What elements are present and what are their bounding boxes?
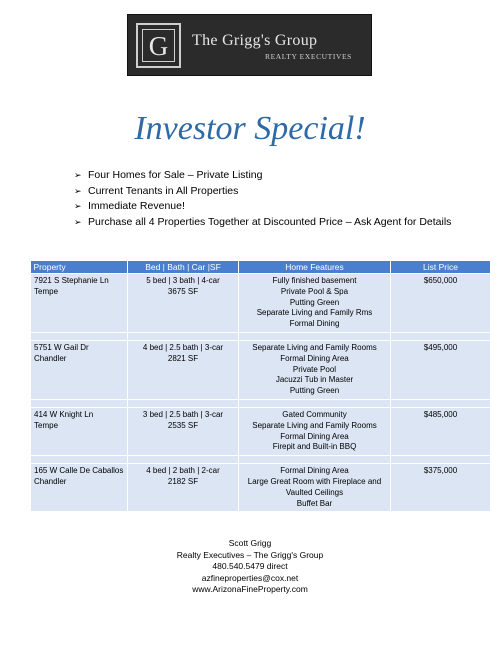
spacer-row bbox=[31, 399, 491, 407]
logo-company-name: The Grigg's Group bbox=[192, 32, 318, 49]
price-cell: $485,000 bbox=[391, 407, 491, 455]
property-city: Tempe bbox=[34, 420, 59, 430]
list-item-text: Purchase all 4 Properties Together at Discounted Price – Ask Agent for Details bbox=[88, 215, 452, 228]
property-sf: 3675 SF bbox=[167, 286, 199, 296]
column-header-property: Property bbox=[31, 261, 128, 274]
features-cell bbox=[239, 464, 391, 512]
feature-item: Buffet Bar bbox=[296, 498, 333, 508]
feature-item: Separate Living and Family Rooms bbox=[252, 342, 377, 352]
logo-emblem bbox=[136, 23, 181, 68]
table-row bbox=[31, 464, 491, 512]
feature-item: Formal Dining Area bbox=[280, 431, 349, 441]
feature-item: Separate Living and Family Rooms bbox=[252, 420, 377, 430]
company-logo bbox=[127, 14, 372, 76]
feature-item: Private Pool & Spa bbox=[280, 286, 349, 296]
feature-item: Firepit and Built-in BBQ bbox=[272, 442, 357, 452]
list-item bbox=[74, 199, 451, 215]
property-address: 165 W Calle De Caballos bbox=[34, 466, 124, 476]
column-header-features: Home Features bbox=[239, 261, 391, 274]
property-address: 7921 S Stephanie Ln bbox=[34, 276, 109, 285]
feature-item: Formal Dining Area bbox=[280, 353, 349, 363]
price-cell: $375,000 bbox=[391, 464, 491, 512]
property-specs: 3 bed | 2.5 bath | 3-car bbox=[142, 409, 224, 419]
features-cell bbox=[239, 340, 391, 399]
logo-letter: G bbox=[142, 29, 175, 62]
logo-subtitle: REALTY EXECUTIVES bbox=[265, 52, 352, 61]
price-cell: $495,000 bbox=[391, 340, 491, 399]
contact-name: Scott Grigg bbox=[228, 538, 272, 548]
feature-item: Formal Dining Area bbox=[280, 466, 349, 476]
contact-phone: 480.540.5479 direct bbox=[212, 561, 288, 571]
column-header-specs: Bed | Bath | Car |SF bbox=[128, 261, 239, 274]
highlights-list bbox=[74, 168, 451, 230]
property-city: Tempe bbox=[34, 286, 59, 296]
price-cell: $650,000 bbox=[391, 274, 491, 333]
table-row bbox=[31, 407, 491, 455]
spacer-row bbox=[31, 456, 491, 464]
feature-item: Large Great Room with Fireplace and bbox=[247, 476, 382, 486]
property-cell bbox=[31, 464, 128, 512]
list-item bbox=[74, 168, 451, 184]
contact-company: Realty Executives – The Grigg's Group bbox=[176, 549, 324, 560]
property-specs: 4 bed | 2 bath | 2-car bbox=[146, 466, 220, 476]
property-sf: 2535 SF bbox=[167, 420, 199, 430]
feature-item: Jacuzzi Tub in Master bbox=[275, 375, 354, 385]
feature-item: Formal Dining bbox=[289, 319, 340, 329]
list-item-text: Current Tenants in All Properties bbox=[88, 184, 239, 197]
contact-block bbox=[0, 538, 500, 596]
arrow-bullet-icon: ➢ bbox=[74, 216, 82, 227]
feature-item: Gated Community bbox=[282, 409, 347, 419]
features-cell bbox=[239, 407, 391, 455]
feature-item: Putting Green bbox=[289, 386, 340, 396]
feature-item: Private Pool bbox=[292, 364, 337, 374]
list-item-text: Four Homes for Sale – Private Listing bbox=[88, 169, 263, 181]
contact-email[interactable]: azfineproperties@cox.net bbox=[201, 572, 299, 583]
table-row bbox=[31, 274, 491, 333]
list-item-text: Immediate Revenue! bbox=[88, 200, 185, 212]
property-city: Chandler bbox=[34, 476, 67, 486]
property-cell bbox=[31, 407, 128, 455]
list-item bbox=[74, 215, 451, 231]
property-city: Chandler bbox=[34, 353, 67, 363]
arrow-bullet-icon: ➢ bbox=[74, 170, 82, 180]
property-address: 414 W Knight Ln bbox=[34, 409, 94, 419]
specs-cell bbox=[128, 274, 239, 333]
feature-item: Fully finished basement bbox=[272, 276, 357, 285]
property-address: 5751 W Gail Dr bbox=[34, 342, 89, 352]
contact-website[interactable]: www.ArizonaFineProperty.com bbox=[192, 584, 308, 594]
specs-cell bbox=[128, 407, 239, 455]
feature-item: Separate Living and Family Rms bbox=[256, 308, 373, 318]
arrow-bullet-icon: ➢ bbox=[74, 185, 82, 196]
properties-table bbox=[30, 261, 491, 512]
features-cell bbox=[239, 274, 391, 333]
feature-item: Putting Green bbox=[289, 297, 340, 307]
page-title: Investor Special! bbox=[134, 110, 366, 147]
property-sf: 2182 SF bbox=[167, 476, 199, 486]
property-specs: 4 bed | 2.5 bath | 3-car bbox=[142, 342, 224, 352]
property-sf: 2821 SF bbox=[167, 353, 199, 363]
arrow-bullet-icon: ➢ bbox=[74, 201, 82, 211]
property-cell bbox=[31, 340, 128, 399]
spacer-row bbox=[31, 332, 491, 340]
table-row bbox=[31, 340, 491, 399]
specs-cell bbox=[128, 464, 239, 512]
feature-item: Vaulted Ceilings bbox=[285, 487, 344, 497]
table-header-row bbox=[31, 261, 491, 274]
property-cell bbox=[31, 274, 128, 333]
property-specs: 5 bed | 3 bath | 4-car bbox=[146, 276, 220, 285]
column-header-price: List Price bbox=[391, 261, 491, 274]
list-item bbox=[74, 184, 451, 200]
specs-cell bbox=[128, 340, 239, 399]
